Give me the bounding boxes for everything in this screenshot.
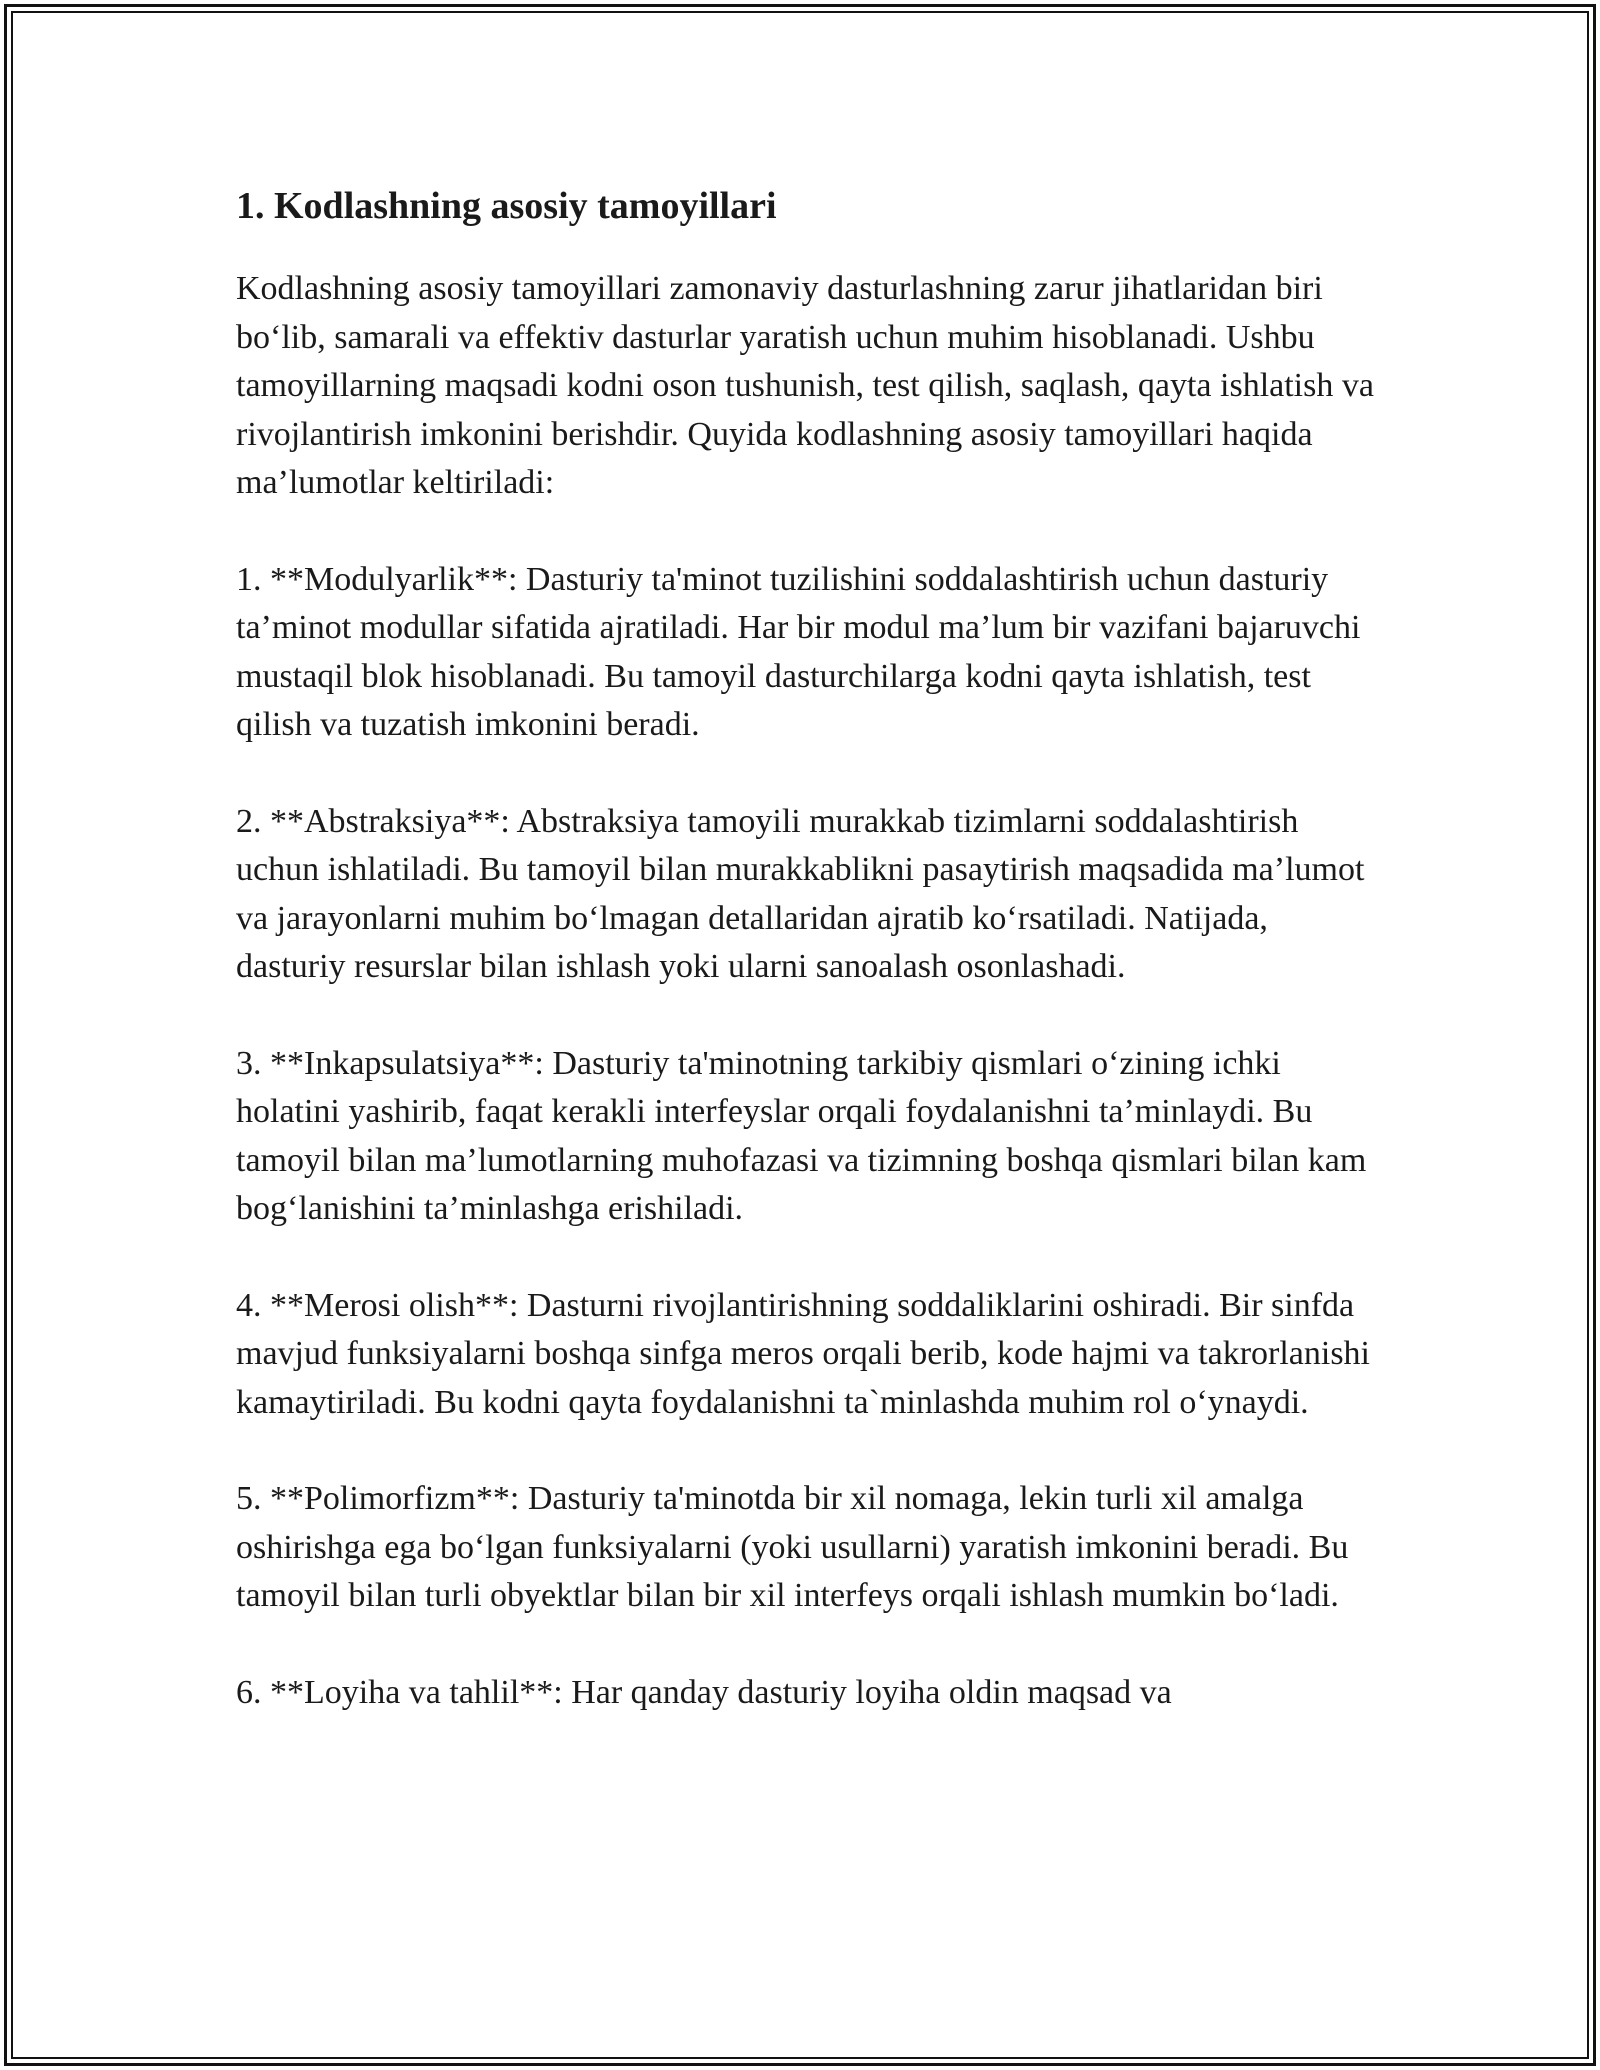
principle-abstraction: 2. **Abstraksiya**: Abstraksiya tamoyili murakkab tizimlarni soddalashtirish uchun ishlatiladi. Bu tamoyil bilan murakkablikni pasaytirish maqsadida ma’lumot va jarayonlarni muhim bo‘lmagan detallaridan ajratib ko‘rsatiladi. Natijada, dasturiy resurslar bilan ishlash yoki ularni sanoalash osonlashadi. [236, 802, 1365, 986]
principle-inheritance: 4. **Merosi olish**: Dasturni rivojlantirishning soddaliklarini oshiradi. Bir sinfda mavjud funksiyalarni boshqa sinfga meros orqali berib, kode hajmi va takrorlanishi kamaytiriladi. Bu kodni qayta foydalanishni ta`minlashda muhim rol o‘ynaydi. [236, 1286, 1371, 1421]
principle-design-analysis: 6. **Loyiha va tahlil**: Har qanday dasturiy loyiha oldin maqsad va [236, 1673, 1172, 1711]
principle-modularity: 1. **Modulyarlik**: Dasturiy ta'minot tuzilishini soddalashtirish uchun dasturiy ta’minot modullar sifatida ajratiladi. Har bir modul ma’lum bir vazifani bajaruvchi mustaqil blok hisoblanadi. Bu tamoyil dasturchilarga kodni qayta ishlatish, test qilish va tuzatish imkonini beradi. [236, 560, 1361, 744]
section-heading: 1. Kodlashning asosiy tamoyillari [236, 185, 777, 227]
document-body [236, 182, 1376, 1765]
principle-polymorphism: 5. **Polimorfizm**: Dasturiy ta'minotda bir xil nomaga, lekin turli xil amalga oshirishga ega bo‘lgan funksiyalarni (yoki usullarni) yaratish imkonini beradi. Bu tamoyil bilan turli obyektlar bilan bir xil interfeys orqali ishlash mumkin bo‘ladi. [236, 1480, 1349, 1615]
intro-paragraph: Kodlashning asosiy tamoyillari zamonaviy dasturlashning zarur jihatlaridan biri bo‘lib, samarali va effektiv dasturlar yaratish uchun muhim hisoblanadi. Ushbu tamoyillarning maqsadi kodni oson tushunish, test qilish, saqlash, qayta ishlatish va rivojlantirish imkonini berishdir. Quyida kodlashning asosiy tamoyillari haqida ma’lumotlar keltiriladi: [236, 270, 1374, 502]
principle-encapsulation: 3. **Inkapsulatsiya**: Dasturiy ta'minotning tarkibiy qismlari o‘zining ichki holatini yashirib, faqat kerakli interfeyslar orqali foydalanishni ta’minlaydi. Bu tamoyil bilan ma’lumotlarning muhofazasi va tizimning boshqa qismlari bilan kam bog‘lanishini ta’minlashga erishiladi. [236, 1044, 1367, 1228]
